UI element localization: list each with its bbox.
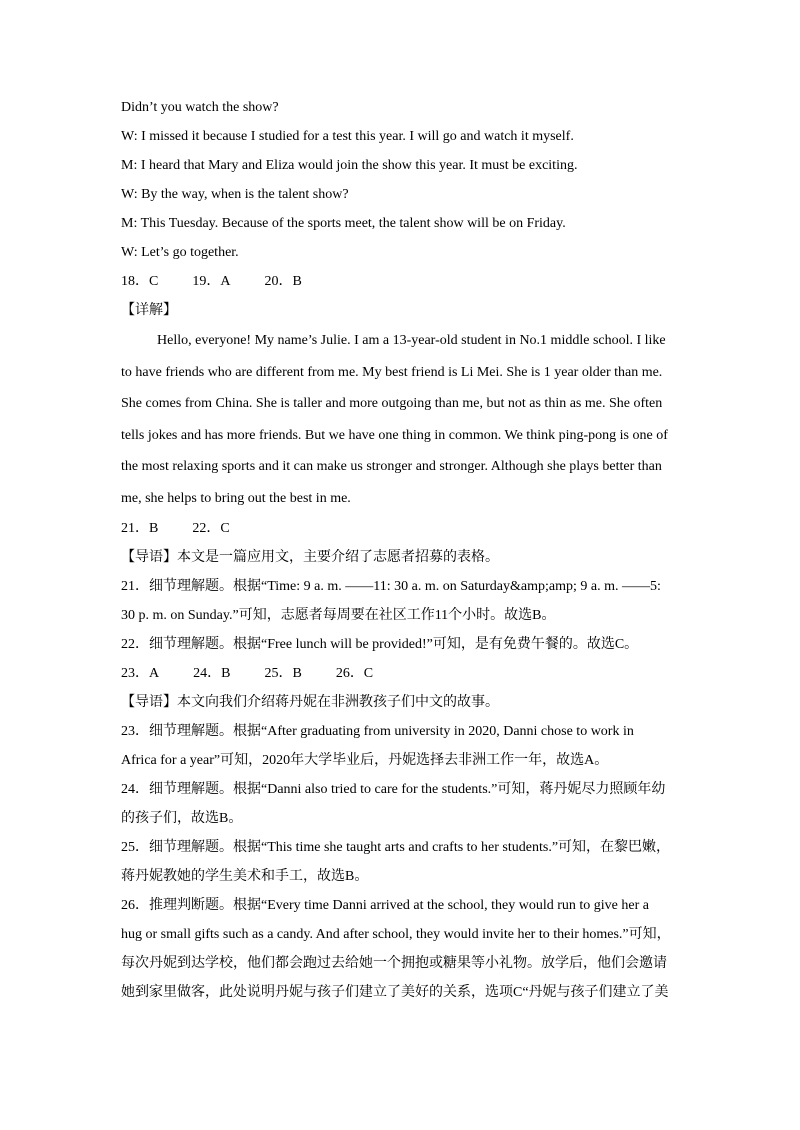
passage-line: Hello, everyone! My name’s Julie. I am a 13-year-old student in No.1 middle school. I like xyxy=(157,333,666,348)
dialogue-line: W: By the way, when is the talent show? xyxy=(121,187,349,202)
explanation-line: 每次丹妮到达学校，他们都会跑过去给她一个拥抱或糖果等小礼物。放学后，他们会邀请 xyxy=(121,956,667,971)
intro-text: 【导语】本文向我们介绍蒋丹妮在非洲教孩子们中文的故事。 xyxy=(121,695,499,710)
answer-item: 24．B xyxy=(193,666,231,681)
explanation-line: 30 p. m. on Sunday.”可知，志愿者每周要在社区工作11个小时。故选B。 xyxy=(121,608,556,623)
explanation-line: 她到家里做客，此处说明丹妮与孩子们建立了美好的关系，选项C“丹妮与孩子们建立了美 xyxy=(121,985,669,1000)
answer-key-21-22 xyxy=(121,514,681,543)
answer-key-18-20 xyxy=(121,267,681,296)
answer-item: 22．C xyxy=(192,521,230,536)
explanation-line: 26．推理判断题。根据“Every time Danni arrived at the school, they would run to give her a xyxy=(121,898,649,913)
passage-line: She comes from China. She is taller and more outgoing than me, but not as thin as me. She often xyxy=(121,396,663,411)
dialogue-line: W: Let’s go together. xyxy=(121,245,239,260)
passage-line: the most relaxing sports and it can make us stronger and stronger. Although she plays better than xyxy=(121,459,662,474)
explanation-line: 蒋丹妮教她的学生美术和手工，故选B。 xyxy=(121,869,369,884)
explanations-21-22 xyxy=(121,572,681,659)
explanation-line: 的孩子们，故选B。 xyxy=(121,811,243,826)
answer-item: 26．C xyxy=(335,666,374,681)
explanation-line: Africa for a year”可知，2020年大学毕业后，丹妮选择去非洲工作一年，故选A。 xyxy=(121,753,609,768)
passage xyxy=(121,325,681,514)
answer-key-23-26 xyxy=(121,659,681,688)
explanation-line: 21．细节理解题。根据“Time: 9 a. m. ——11: 30 a. m. on Saturday&amp;amp; 9 a. m. ——5: xyxy=(121,579,661,594)
answer-item: 19．A xyxy=(192,274,231,289)
explanation-line: 25．细节理解题。根据“This time she taught arts and crafts to her students.”可知，在黎巴嫩， xyxy=(121,840,671,855)
explanations-23-26 xyxy=(121,717,681,1007)
passage-line: me, she helps to bring out the best in me. xyxy=(121,490,351,506)
dialogue-line: Didn’t you watch the show? xyxy=(121,100,279,115)
answer-item: 25．B xyxy=(264,666,302,681)
answer-document xyxy=(121,93,681,1007)
dialogue-line: M: I heard that Mary and Eliza would join the show this year. It must be exciting. xyxy=(121,158,578,173)
passage-line: to have friends who are different from me. My best friend is Li Mei. She is 1 year older than me. xyxy=(121,364,663,380)
explanation-line: 22．细节理解题。根据“Free lunch will be provided!”可知，是有免费午餐的。故选C。 xyxy=(121,637,639,652)
answer-item: 21．B xyxy=(121,521,159,536)
explanation-line: 23．细节理解题。根据“After graduating from university in 2020, Danni chose to work in xyxy=(121,724,634,739)
intro-text: 【导语】本文是一篇应用文，主要介绍了志愿者招募的表格。 xyxy=(121,550,499,565)
dialogue-line: W: I missed it because I studied for a test this year. I will go and watch it myself. xyxy=(121,129,574,144)
answer-item: 20．B xyxy=(264,274,302,289)
explanation-line: 24．细节理解题。根据“Danni also tried to care for the students.”可知，蒋丹妮尽力照顾年幼 xyxy=(121,782,666,797)
answer-item: 18．C xyxy=(121,274,159,289)
passage-line: tells jokes and has more friends. But we have one thing in common. We think ping-pong is one of xyxy=(121,427,668,443)
dialogue-transcript xyxy=(121,93,681,267)
answer-item: 23．A xyxy=(121,666,160,681)
dialogue-line: M: This Tuesday. Because of the sports meet, the talent show will be on Friday. xyxy=(121,216,566,231)
explanation-line: hug or small gifts such as a candy. And after school, they would invite her to their homes.”可知， xyxy=(121,927,671,942)
detail-heading: 【详解】 xyxy=(121,303,177,318)
